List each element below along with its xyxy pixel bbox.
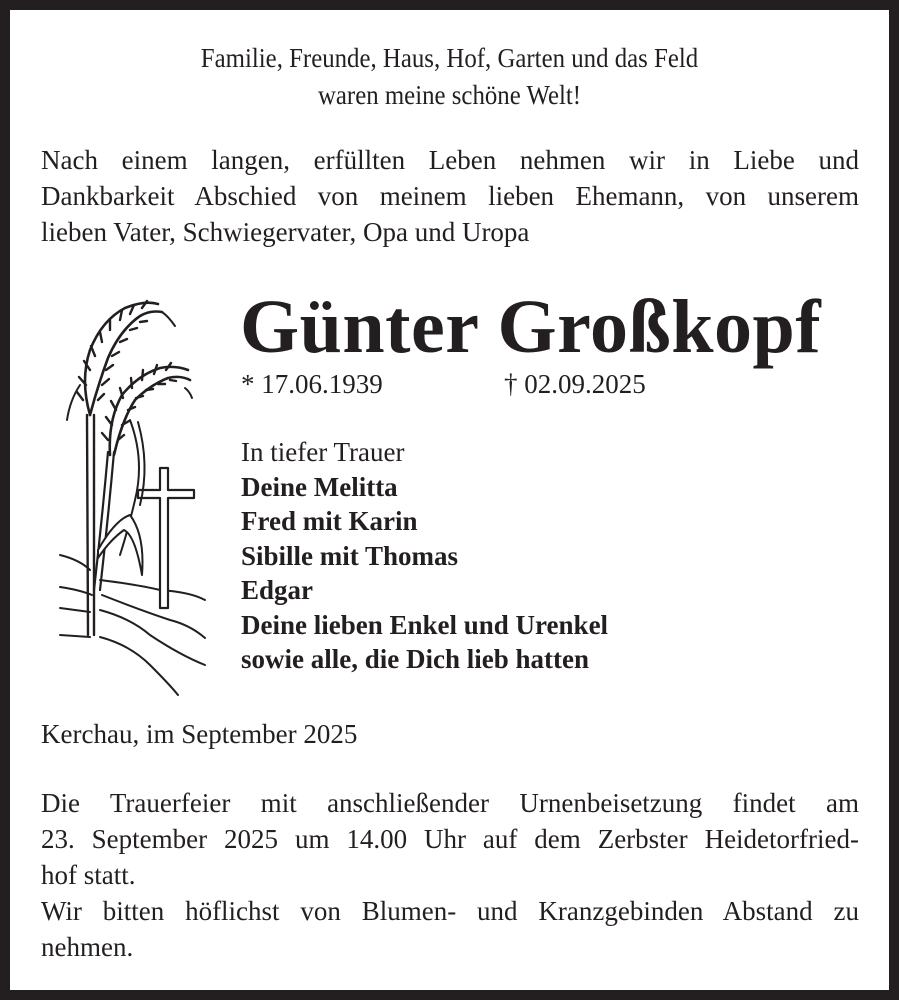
funeral-line: hof statt. <box>41 860 136 890</box>
funeral-line: Die Trauerfeier mit anschließender Urnenbeisetzung findet am <box>41 788 859 818</box>
mourning-phrase: In tiefer Trauer <box>241 437 405 467</box>
intro-paragraph <box>41 142 859 250</box>
obituary-notice <box>10 10 889 990</box>
mourner: Sibille mit Thomas <box>241 540 459 571</box>
place-and-date: Kerchau, im September 2025 <box>41 719 358 749</box>
death-date: † 02.09.2025 <box>504 369 646 399</box>
mourner: Fred mit Karin <box>241 506 418 536</box>
funeral-line: 23. September 2025 um 14.00 Uhr auf dem Zerbster Heidetorfried- <box>41 824 859 854</box>
funeral-details <box>41 785 859 965</box>
motto-verse <box>45 40 854 114</box>
life-dates <box>241 366 646 402</box>
mourners-list <box>241 435 608 677</box>
intro-line: Dankbarkeit Abschied von meinem lieben Ehemann, von unserem <box>41 181 859 211</box>
funeral-line: Wir bitten höflichst von Blumen- und Kranzgebinden Abstand zu <box>41 896 859 926</box>
mourner: Edgar <box>241 575 314 605</box>
intro-line: lieben Vater, Schwiegervater, Opa und Uropa <box>41 217 530 247</box>
wheat-and-cross-icon <box>50 290 250 710</box>
intro-line: Nach einem langen, erfüllten Leben nehmen wir in Liebe und <box>41 145 859 175</box>
funeral-line: nehmen. <box>41 932 134 962</box>
mourner: sowie alle, die Dich lieb hatten <box>241 644 589 674</box>
birth-date: * 17.06.1939 <box>241 369 383 399</box>
mourner: Deine Melitta <box>241 471 398 502</box>
motto-line: Familie, Freunde, Haus, Hof, Garten und das Feld <box>200 43 699 73</box>
deceased-name: Günter Großkopf <box>240 285 822 369</box>
motto-line: waren meine schöne Welt! <box>317 80 582 110</box>
mourner: Deine lieben Enkel und Urenkel <box>241 609 609 640</box>
